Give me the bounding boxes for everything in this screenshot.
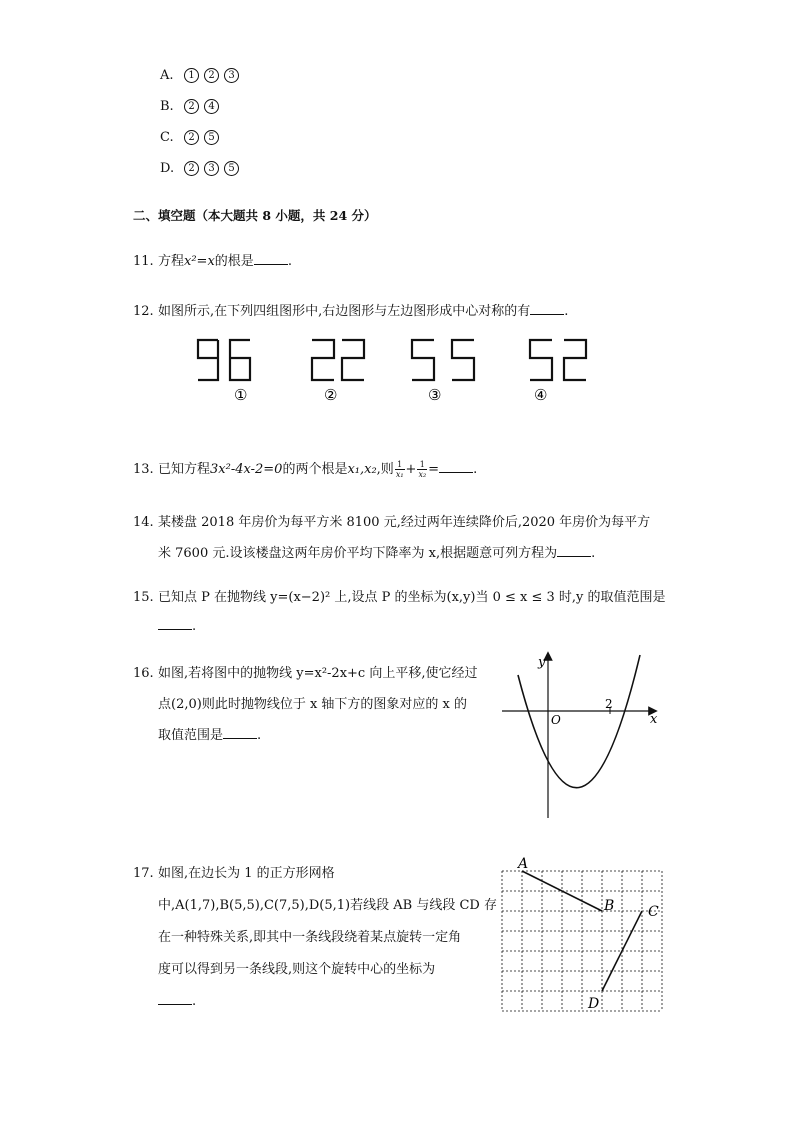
digit-5c xyxy=(530,340,552,380)
q15-end: . xyxy=(192,619,197,634)
q17-line1: 如图,在边长为 1 的正方形网格 xyxy=(158,866,335,881)
q11-post: 的根是 xyxy=(214,254,254,269)
q12-figure xyxy=(190,328,610,408)
q15-line1: 已知点 P 在抛物线 y=(x−2)² 上,设点 P 的坐标为(x,y)当 0 ≤ x ≤ 3 时,y 的取值范围是 xyxy=(158,590,666,605)
origin-label: O xyxy=(551,713,561,727)
fig-label-1: ① xyxy=(234,386,248,404)
q13-end: . xyxy=(473,462,478,477)
q14-end: . xyxy=(591,546,596,561)
option-a[interactable] xyxy=(160,68,244,83)
q11-pre: 方程 xyxy=(158,254,185,269)
q13-mid: 的两个根是 xyxy=(282,462,348,477)
question-14-line2 xyxy=(158,542,595,561)
q11-end: . xyxy=(287,254,292,269)
question-11 xyxy=(133,250,292,269)
answer-blank[interactable] xyxy=(530,302,564,315)
circled-number: 1 xyxy=(184,68,199,83)
question-16-line1 xyxy=(133,662,477,681)
q17-line3: 在一种特殊关系,即其中一条线段绕着某点旋转一定角 xyxy=(158,930,462,945)
answer-blank[interactable] xyxy=(439,460,473,473)
question-number: 11. xyxy=(133,254,154,269)
circled-number: 2 xyxy=(184,161,199,176)
question-14-line1 xyxy=(133,511,650,530)
q17-end: . xyxy=(192,994,197,1009)
parabola xyxy=(518,655,640,788)
answer-blank[interactable] xyxy=(158,617,192,630)
circled-number: 5 xyxy=(224,161,239,176)
q13-pre: 已知方程 xyxy=(158,462,211,477)
question-number: 16. xyxy=(133,666,154,681)
dashed-grid xyxy=(502,871,662,1011)
plus-sign: + xyxy=(405,462,417,477)
question-number: 14. xyxy=(133,515,154,530)
answer-blank[interactable] xyxy=(254,252,288,265)
digit-5a xyxy=(412,340,434,380)
fig-label-3: ③ xyxy=(428,386,442,404)
circled-number: 2 xyxy=(204,68,219,83)
option-letter: A. xyxy=(160,68,174,83)
question-15-line1 xyxy=(133,586,666,605)
q13-roots: x₁,x₂ xyxy=(347,462,377,477)
digit-5b xyxy=(452,340,474,380)
q16-end: . xyxy=(257,728,262,743)
digit-2c xyxy=(564,340,586,380)
fig-label-2: ② xyxy=(324,386,338,404)
question-15-line2 xyxy=(158,617,196,634)
question-number: 17. xyxy=(133,866,154,881)
option-d[interactable] xyxy=(160,161,244,176)
q16-parabola-graph xyxy=(498,650,668,822)
digit-2a xyxy=(312,340,334,380)
circled-number: 2 xyxy=(184,99,199,114)
x-axis-label: x xyxy=(650,712,658,727)
question-17-line5 xyxy=(158,992,196,1009)
q16-line1: 如图,若将图中的抛物线 y=x²-2x+c 向上平移,使它经过 xyxy=(158,666,478,681)
digit-9 xyxy=(198,340,218,380)
circled-number: 2 xyxy=(184,130,199,145)
question-17-line4 xyxy=(158,958,435,977)
question-13 xyxy=(133,458,477,479)
q13-equation: 3x²-4x-2=0 xyxy=(210,462,283,477)
answer-blank[interactable] xyxy=(158,992,192,1005)
question-12 xyxy=(133,300,568,319)
answer-blank[interactable] xyxy=(557,544,591,557)
q17-grid-figure xyxy=(500,852,680,1020)
circled-number: 5 xyxy=(204,130,219,145)
question-17-line3 xyxy=(158,926,461,945)
digit-2b xyxy=(342,340,364,380)
tick-label-2: 2 xyxy=(605,697,613,711)
circled-number: 3 xyxy=(204,161,219,176)
option-letter: B. xyxy=(160,99,174,114)
section-title: 二、填空题（本大题共 8 小题，共 24 分） xyxy=(133,208,377,223)
point-d-label: D xyxy=(588,996,600,1012)
fig-label-4: ④ xyxy=(534,386,548,404)
q11-math: x²=x xyxy=(184,254,215,269)
option-letter: D. xyxy=(160,161,175,176)
circled-number: 4 xyxy=(204,99,219,114)
option-b[interactable] xyxy=(160,99,224,114)
question-number: 12. xyxy=(133,304,154,319)
q12-text: 如图所示,在下列四组图形中,右边图形与左边图形成中心对称的有 xyxy=(158,304,531,319)
q16-line2: 点(2,0)则此时抛物线位于 x 轴下方的图象对应的 x 的 xyxy=(158,697,468,712)
question-17-line1 xyxy=(133,862,335,881)
fraction-2: $\frac{1}{\text{x₂}}$ xyxy=(418,460,427,479)
point-c-label: C xyxy=(648,904,659,920)
circled-number: 3 xyxy=(224,68,239,83)
q14-line1: 某楼盘 2018 年房价为每平方米 8100 元,经过两年连续降价后,2020 年房价为每平方 xyxy=(158,515,651,530)
answer-blank[interactable] xyxy=(223,726,257,739)
digit-6 xyxy=(230,340,250,380)
option-letter: C. xyxy=(160,130,174,145)
question-16-line3 xyxy=(158,724,261,743)
q13-then: ,则 xyxy=(376,462,394,477)
question-17-line2 xyxy=(158,894,497,913)
point-a-label: A xyxy=(518,856,529,872)
fraction-1: $\frac{1}{\text{x₁}}$ xyxy=(395,460,404,479)
y-axis-label: y xyxy=(538,655,546,670)
question-number: 13. xyxy=(133,462,154,477)
q17-line2: 中,A(1,7),B(5,5),C(7,5),D(5,1)若线段 AB 与线段 CD 存 xyxy=(158,898,497,913)
q14-line2: 米 7600 元.设该楼盘这两年房价平均下降率为 x,根据题意可列方程为 xyxy=(158,546,558,561)
question-16-line2 xyxy=(158,693,467,712)
point-b-label: B xyxy=(604,898,615,914)
q16-line3: 取值范围是 xyxy=(158,728,224,743)
option-c[interactable] xyxy=(160,130,224,145)
q17-line4: 度可以得到另一条线段,则这个旋转中心的坐标为 xyxy=(158,962,436,977)
question-number: 15. xyxy=(133,590,154,605)
q12-end: . xyxy=(564,304,569,319)
equals-sign: = xyxy=(428,462,440,477)
